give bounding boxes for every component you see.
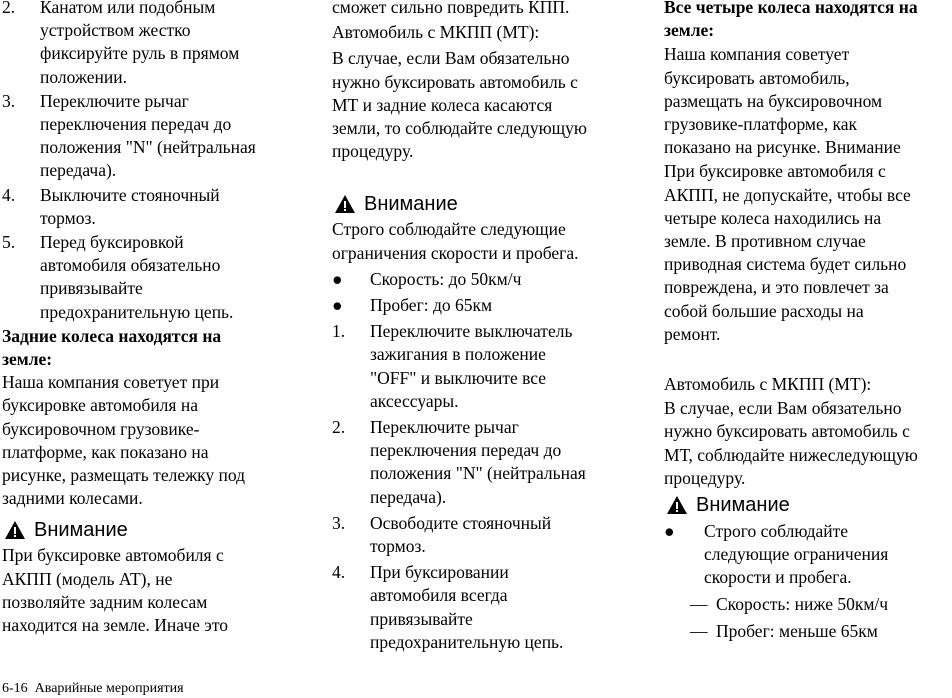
- item-text: положения "N" (нейтральная: [370, 463, 586, 484]
- list-item: [2, 184, 302, 230]
- bullet-item: [332, 294, 632, 317]
- item-text: Переключите рычаг: [40, 90, 189, 111]
- bullet-item: [332, 268, 632, 291]
- section-heading: [2, 325, 302, 371]
- column-middle: [332, 0, 632, 654]
- heading-line: Все четыре колеса находятся на: [664, 0, 918, 17]
- item-text: передача).: [370, 486, 447, 507]
- paragraph-line: размещать на буксировочном: [664, 90, 883, 111]
- paragraph-line: позволяйте задним колесам: [2, 591, 208, 612]
- list-item: [332, 416, 632, 509]
- list-item: [332, 512, 632, 558]
- item-text: переключения передач до: [40, 114, 232, 135]
- paragraph: [664, 160, 952, 346]
- paragraph-line: показано на рисунке. Внимание: [664, 137, 901, 158]
- item-text: "OFF" и выключите все: [370, 367, 547, 388]
- bullet-text: скорости и пробега.: [704, 567, 852, 588]
- warning-icon: [666, 495, 688, 515]
- paragraph-line: платформе, как показано на: [2, 441, 209, 462]
- paragraph-line: АКПП (модель АТ), не: [2, 568, 173, 589]
- paragraph-line: МТ и задние колеса касаются: [332, 94, 553, 115]
- paragraph-line: ограничения скорости и пробега.: [332, 242, 579, 263]
- item-text: Выключите стояночный: [40, 184, 220, 205]
- section-heading: [664, 0, 952, 42]
- paragraph-line: находится на земле. Иначе это: [2, 615, 228, 636]
- warning-header: [664, 492, 952, 518]
- section-title: Автомобиль с МКПП (MT):: [664, 374, 872, 395]
- paragraph-line: Наша компания советует: [664, 44, 850, 65]
- item-number: 4.: [2, 184, 16, 205]
- column-right: [664, 0, 952, 643]
- item-text: тормоз.: [370, 536, 426, 557]
- warning-label: Внимание: [34, 519, 128, 542]
- paragraph-line: задними колесами.: [2, 488, 143, 509]
- list-item: [332, 561, 632, 654]
- paragraph-line: буксировке автомобиля на: [2, 395, 198, 416]
- dash-icon: —: [690, 593, 708, 614]
- page-footer: 6-16 Аварийные мероприятия: [2, 681, 184, 696]
- item-number: 5.: [2, 232, 16, 253]
- item-number: 2.: [2, 0, 16, 17]
- paragraph-line: АКПП, не допускайте, чтобы все: [664, 184, 911, 205]
- list-item: [2, 231, 302, 324]
- dash-item: [664, 620, 952, 643]
- heading-line: земле:: [2, 349, 53, 370]
- paragraph-line: буксировочном грузовике-: [2, 418, 200, 439]
- item-text: положения "N" (нейтральная: [40, 137, 256, 158]
- list-item: [2, 0, 302, 89]
- item-text: При буксировании: [370, 562, 509, 583]
- paragraph: [332, 47, 632, 163]
- item-text: фиксируйте руль в прямом: [40, 43, 240, 64]
- item-text: Канатом или подобным: [40, 0, 216, 17]
- list-item: [2, 90, 302, 183]
- paragraph: [332, 218, 632, 264]
- warning-header: [2, 517, 302, 543]
- heading-line: земле:: [664, 20, 715, 41]
- paragraph-line: четыре колеса находились на: [664, 207, 882, 228]
- bullet-text: Строго соблюдайте: [704, 521, 849, 542]
- item-number: 4.: [332, 562, 346, 583]
- item-text: привязывайте: [370, 608, 473, 629]
- item-number: 3.: [2, 90, 16, 111]
- item-text: устройством жестко: [40, 20, 191, 41]
- item-text: аксессуары.: [370, 390, 459, 411]
- item-text: переключения передач до: [370, 440, 562, 461]
- item-number: 1.: [332, 321, 346, 342]
- paragraph-line: При буксировке автомобиля с: [2, 545, 224, 566]
- item-text: зажигания в положение: [370, 344, 546, 365]
- paragraph-line: рисунке, размещать тележку под: [2, 465, 246, 486]
- list-item: [332, 320, 632, 413]
- bullet-text: Скорость: до 50км/ч: [370, 268, 522, 289]
- warning-header: [332, 191, 632, 217]
- bullet-text: следующие ограничения: [704, 544, 889, 565]
- paragraph: [664, 43, 952, 159]
- item-text: автомобиля обязательно: [40, 255, 221, 276]
- paragraph-line: Наша компания советует при: [2, 372, 220, 393]
- item-text: Переключите выключатель: [370, 321, 573, 342]
- bullet-text: Пробег: до 65км: [370, 295, 493, 316]
- paragraph-line: буксировать автомобиль,: [664, 67, 850, 88]
- paragraph-line: процедуру.: [664, 467, 746, 488]
- item-text: автомобиля всегда: [370, 585, 508, 606]
- item-text: Переключите рычаг: [370, 417, 519, 438]
- paragraph-line: земле. В противном случае: [664, 231, 866, 252]
- warning-label: Внимание: [696, 494, 790, 517]
- item-number: 3.: [332, 512, 346, 533]
- paragraph-line: нужно буксировать автомобиль с: [664, 421, 910, 442]
- paragraph-line: Строго соблюдайте следующие: [332, 219, 566, 240]
- heading-line: Задние колеса находятся на: [2, 325, 222, 346]
- item-text: Перед буксировкой: [40, 232, 184, 253]
- item-text: передача).: [40, 160, 117, 181]
- paragraph-line: ремонт.: [664, 323, 721, 344]
- paragraph-line: собой большие расходы на: [664, 300, 864, 321]
- dash-text: Пробег: меньше 65км: [716, 620, 878, 641]
- paragraph-line: МТ, соблюдайте нижеследующую: [664, 444, 918, 465]
- paragraph-line: приводная система будет сильно: [664, 254, 907, 275]
- item-text: предохранительную цепь.: [370, 631, 564, 652]
- bullet-icon: ●: [664, 521, 675, 542]
- paragraph-line: земли, то соблюдайте следующую: [332, 118, 587, 139]
- dash-text: Скорость: ниже 50км/ч: [716, 593, 889, 614]
- paragraph: [2, 371, 302, 510]
- paragraph-line: процедуру.: [332, 141, 414, 162]
- item-text: положении.: [40, 66, 128, 87]
- warning-icon: [4, 520, 26, 540]
- section-title: Автомобиль с МКПП (MT):: [332, 22, 540, 43]
- paragraph-line: грузовике-платформе, как: [664, 114, 858, 135]
- paragraph: [664, 397, 952, 490]
- paragraph-line: В случае, если Вам обязательно: [664, 398, 902, 419]
- bullet-icon: ●: [332, 295, 343, 316]
- paragraph-line: В случае, если Вам обязательно: [332, 48, 570, 69]
- item-number: 2.: [332, 417, 346, 438]
- warning-icon: [334, 194, 356, 214]
- bullet-item: [664, 520, 952, 590]
- paragraph-line: повреждена, и это повлечет за: [664, 277, 889, 298]
- paragraph: [2, 544, 302, 637]
- warning-label: Внимание: [364, 193, 458, 216]
- bullet-icon: ●: [332, 268, 343, 289]
- paragraph-line: сможет сильно повредить КПП.: [332, 0, 570, 17]
- item-text: привязывайте: [40, 278, 143, 299]
- item-text: предохранительную цепь.: [40, 301, 234, 322]
- item-text: Освободите стояночный: [370, 512, 552, 533]
- paragraph-line: При буксировке автомобиля с: [664, 161, 886, 182]
- dash-item: [664, 593, 952, 616]
- column-left: [2, 0, 302, 637]
- item-text: тормоз.: [40, 207, 96, 228]
- dash-icon: —: [690, 620, 708, 641]
- paragraph-line: нужно буксировать автомобиль с: [332, 71, 578, 92]
